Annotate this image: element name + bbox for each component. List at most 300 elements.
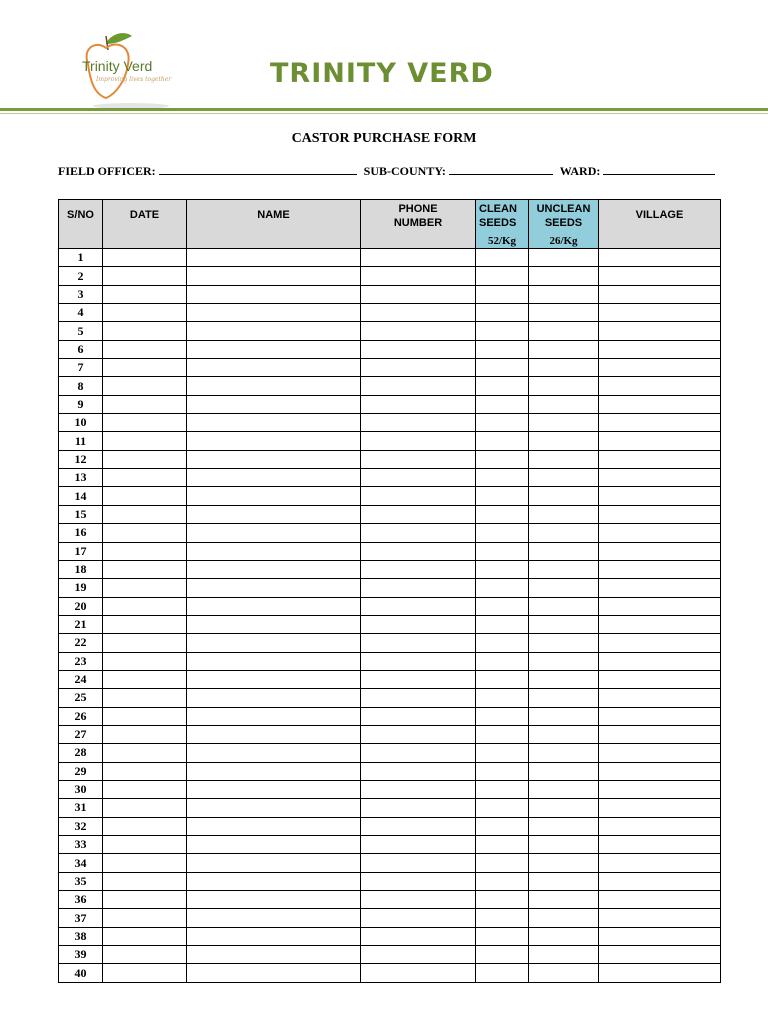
unclean-seeds-cell[interactable] [529, 524, 599, 542]
phone-cell[interactable] [361, 395, 476, 413]
name-cell[interactable] [187, 634, 361, 652]
village-cell[interactable] [599, 505, 721, 523]
clean-seeds-cell[interactable] [476, 560, 529, 578]
phone-cell[interactable] [361, 872, 476, 890]
table-row [59, 579, 721, 597]
table-row [59, 524, 721, 542]
table-row [59, 469, 721, 487]
clean-seeds-cell[interactable] [476, 946, 529, 964]
col-clean-price: 52/Kg [487, 235, 517, 247]
date-cell[interactable] [103, 634, 187, 652]
unclean-seeds-cell[interactable] [529, 872, 599, 890]
village-cell[interactable] [599, 744, 721, 762]
name-cell[interactable] [187, 964, 361, 982]
field-officer-blank[interactable] [159, 164, 357, 175]
col-unclean-seeds [529, 200, 599, 249]
village-cell[interactable] [599, 359, 721, 377]
phone-cell[interactable] [361, 707, 476, 725]
clean-seeds-cell[interactable] [476, 909, 529, 927]
date-cell[interactable] [103, 432, 187, 450]
clean-seeds-cell[interactable] [476, 304, 529, 322]
phone-cell[interactable] [361, 487, 476, 505]
row-number: 40 [59, 964, 103, 982]
clean-seeds-cell[interactable] [476, 799, 529, 817]
phone-cell[interactable] [361, 946, 476, 964]
table-row [59, 377, 721, 395]
village-cell[interactable] [599, 872, 721, 890]
phone-cell[interactable] [361, 689, 476, 707]
logo-text: Trinity Verd [82, 58, 153, 74]
phone-cell[interactable] [361, 652, 476, 670]
phone-cell[interactable] [361, 725, 476, 743]
village-cell[interactable] [599, 432, 721, 450]
date-cell[interactable] [103, 707, 187, 725]
date-cell[interactable] [103, 891, 187, 909]
name-cell[interactable] [187, 946, 361, 964]
date-cell[interactable] [103, 505, 187, 523]
phone-cell[interactable] [361, 340, 476, 358]
village-cell[interactable] [599, 579, 721, 597]
village-cell[interactable] [599, 927, 721, 945]
village-cell[interactable] [599, 524, 721, 542]
name-cell[interactable] [187, 891, 361, 909]
row-number: 14 [59, 487, 103, 505]
row-number: 19 [59, 579, 103, 597]
unclean-seeds-cell[interactable] [529, 891, 599, 909]
clean-seeds-cell[interactable] [476, 414, 529, 432]
village-cell[interactable] [599, 725, 721, 743]
name-cell[interactable] [187, 762, 361, 780]
village-cell[interactable] [599, 450, 721, 468]
unclean-seeds-cell[interactable] [529, 450, 599, 468]
clean-seeds-cell[interactable] [476, 634, 529, 652]
date-cell[interactable] [103, 249, 187, 267]
table-row [59, 725, 721, 743]
row-number: 33 [59, 836, 103, 854]
village-cell[interactable] [599, 542, 721, 560]
clean-seeds-cell[interactable] [476, 322, 529, 340]
phone-cell[interactable] [361, 432, 476, 450]
row-number: 28 [59, 744, 103, 762]
name-cell[interactable] [187, 927, 361, 945]
unclean-seeds-cell[interactable] [529, 487, 599, 505]
date-cell[interactable] [103, 285, 187, 303]
row-number: 11 [59, 432, 103, 450]
unclean-seeds-cell[interactable] [529, 670, 599, 688]
unclean-seeds-cell[interactable] [529, 946, 599, 964]
name-cell[interactable] [187, 432, 361, 450]
clean-seeds-cell[interactable] [476, 395, 529, 413]
unclean-seeds-cell[interactable] [529, 579, 599, 597]
row-number: 6 [59, 340, 103, 358]
name-cell[interactable] [187, 487, 361, 505]
date-cell[interactable] [103, 817, 187, 835]
phone-cell[interactable] [361, 469, 476, 487]
phone-cell[interactable] [361, 762, 476, 780]
phone-cell[interactable] [361, 304, 476, 322]
date-cell[interactable] [103, 542, 187, 560]
clean-seeds-cell[interactable] [476, 817, 529, 835]
clean-seeds-cell[interactable] [476, 249, 529, 267]
date-cell[interactable] [103, 579, 187, 597]
name-cell[interactable] [187, 836, 361, 854]
phone-cell[interactable] [361, 836, 476, 854]
date-cell[interactable] [103, 652, 187, 670]
table-row [59, 304, 721, 322]
village-cell[interactable] [599, 780, 721, 798]
village-cell[interactable] [599, 304, 721, 322]
name-cell[interactable] [187, 542, 361, 560]
name-cell[interactable] [187, 707, 361, 725]
clean-seeds-cell[interactable] [476, 744, 529, 762]
table-row [59, 891, 721, 909]
clean-seeds-cell[interactable] [476, 689, 529, 707]
clean-seeds-cell[interactable] [476, 469, 529, 487]
village-cell[interactable] [599, 267, 721, 285]
unclean-seeds-cell[interactable] [529, 505, 599, 523]
name-cell[interactable] [187, 872, 361, 890]
clean-seeds-cell[interactable] [476, 340, 529, 358]
unclean-seeds-cell[interactable] [529, 322, 599, 340]
unclean-seeds-cell[interactable] [529, 689, 599, 707]
date-cell[interactable] [103, 909, 187, 927]
name-cell[interactable] [187, 377, 361, 395]
name-cell[interactable] [187, 780, 361, 798]
unclean-seeds-cell[interactable] [529, 780, 599, 798]
unclean-seeds-cell[interactable] [529, 267, 599, 285]
date-cell[interactable] [103, 450, 187, 468]
phone-cell[interactable] [361, 377, 476, 395]
phone-cell[interactable] [361, 322, 476, 340]
row-number: 18 [59, 560, 103, 578]
date-cell[interactable] [103, 854, 187, 872]
table-row [59, 560, 721, 578]
clean-seeds-cell[interactable] [476, 652, 529, 670]
village-cell[interactable] [599, 285, 721, 303]
unclean-seeds-cell[interactable] [529, 597, 599, 615]
name-cell[interactable] [187, 340, 361, 358]
date-cell[interactable] [103, 946, 187, 964]
name-cell[interactable] [187, 359, 361, 377]
name-cell[interactable] [187, 249, 361, 267]
name-cell[interactable] [187, 689, 361, 707]
table-row [59, 505, 721, 523]
village-cell[interactable] [599, 689, 721, 707]
col-unclean-line2: SEEDS [544, 217, 583, 229]
clean-seeds-cell[interactable] [476, 891, 529, 909]
date-cell[interactable] [103, 322, 187, 340]
phone-cell[interactable] [361, 414, 476, 432]
unclean-seeds-cell[interactable] [529, 634, 599, 652]
unclean-seeds-cell[interactable] [529, 725, 599, 743]
name-cell[interactable] [187, 285, 361, 303]
clean-seeds-cell[interactable] [476, 872, 529, 890]
date-cell[interactable] [103, 304, 187, 322]
clean-seeds-cell[interactable] [476, 487, 529, 505]
date-cell[interactable] [103, 615, 187, 633]
unclean-seeds-cell[interactable] [529, 836, 599, 854]
name-cell[interactable] [187, 652, 361, 670]
name-cell[interactable] [187, 744, 361, 762]
phone-cell[interactable] [361, 891, 476, 909]
table-row [59, 340, 721, 358]
date-cell[interactable] [103, 670, 187, 688]
table-row [59, 597, 721, 615]
date-cell[interactable] [103, 597, 187, 615]
village-cell[interactable] [599, 762, 721, 780]
clean-seeds-cell[interactable] [476, 615, 529, 633]
village-cell[interactable] [599, 615, 721, 633]
company-logo [76, 28, 186, 112]
name-cell[interactable] [187, 817, 361, 835]
unclean-seeds-cell[interactable] [529, 542, 599, 560]
col-name: NAME [187, 200, 361, 249]
clean-seeds-cell[interactable] [476, 432, 529, 450]
date-cell[interactable] [103, 524, 187, 542]
clean-seeds-cell[interactable] [476, 285, 529, 303]
unclean-seeds-cell[interactable] [529, 799, 599, 817]
clean-seeds-cell[interactable] [476, 359, 529, 377]
table-row [59, 267, 721, 285]
unclean-seeds-cell[interactable] [529, 304, 599, 322]
phone-cell[interactable] [361, 854, 476, 872]
table-row [59, 689, 721, 707]
phone-cell[interactable] [361, 579, 476, 597]
col-phone-line1: PHONE [398, 203, 438, 215]
phone-cell[interactable] [361, 780, 476, 798]
clean-seeds-cell[interactable] [476, 762, 529, 780]
date-cell[interactable] [103, 267, 187, 285]
village-cell[interactable] [599, 909, 721, 927]
phone-cell[interactable] [361, 542, 476, 560]
phone-cell[interactable] [361, 267, 476, 285]
table-row [59, 670, 721, 688]
unclean-seeds-cell[interactable] [529, 432, 599, 450]
village-cell[interactable] [599, 817, 721, 835]
table-row [59, 780, 721, 798]
village-cell[interactable] [599, 964, 721, 982]
unclean-seeds-cell[interactable] [529, 560, 599, 578]
name-cell[interactable] [187, 450, 361, 468]
row-number: 16 [59, 524, 103, 542]
row-number: 38 [59, 927, 103, 945]
village-cell[interactable] [599, 634, 721, 652]
date-cell[interactable] [103, 469, 187, 487]
table-row [59, 432, 721, 450]
row-number: 22 [59, 634, 103, 652]
name-cell[interactable] [187, 505, 361, 523]
date-cell[interactable] [103, 487, 187, 505]
phone-cell[interactable] [361, 615, 476, 633]
table-row [59, 927, 721, 945]
name-cell[interactable] [187, 304, 361, 322]
date-cell[interactable] [103, 359, 187, 377]
village-cell[interactable] [599, 414, 721, 432]
row-number: 24 [59, 670, 103, 688]
clean-seeds-cell[interactable] [476, 450, 529, 468]
village-cell[interactable] [599, 799, 721, 817]
unclean-seeds-cell[interactable] [529, 249, 599, 267]
clean-seeds-cell[interactable] [476, 964, 529, 982]
clean-seeds-cell[interactable] [476, 597, 529, 615]
clean-seeds-cell[interactable] [476, 836, 529, 854]
table-row [59, 762, 721, 780]
village-cell[interactable] [599, 469, 721, 487]
phone-cell[interactable] [361, 285, 476, 303]
phone-cell[interactable] [361, 597, 476, 615]
date-cell[interactable] [103, 927, 187, 945]
name-cell[interactable] [187, 725, 361, 743]
clean-seeds-cell[interactable] [476, 267, 529, 285]
date-cell[interactable] [103, 744, 187, 762]
table-row [59, 744, 721, 762]
phone-cell[interactable] [361, 927, 476, 945]
village-cell[interactable] [599, 395, 721, 413]
phone-cell[interactable] [361, 634, 476, 652]
village-cell[interactable] [599, 597, 721, 615]
name-cell[interactable] [187, 469, 361, 487]
date-cell[interactable] [103, 780, 187, 798]
phone-cell[interactable] [361, 799, 476, 817]
village-cell[interactable] [599, 249, 721, 267]
clean-seeds-cell[interactable] [476, 579, 529, 597]
phone-cell[interactable] [361, 909, 476, 927]
phone-cell[interactable] [361, 524, 476, 542]
date-cell[interactable] [103, 395, 187, 413]
phone-cell[interactable] [361, 560, 476, 578]
name-cell[interactable] [187, 854, 361, 872]
date-cell[interactable] [103, 414, 187, 432]
date-cell[interactable] [103, 560, 187, 578]
phone-cell[interactable] [361, 744, 476, 762]
row-number: 3 [59, 285, 103, 303]
name-cell[interactable] [187, 560, 361, 578]
sub-county-blank[interactable] [449, 164, 553, 175]
phone-cell[interactable] [361, 817, 476, 835]
unclean-seeds-cell[interactable] [529, 469, 599, 487]
clean-seeds-cell[interactable] [476, 505, 529, 523]
row-number: 23 [59, 652, 103, 670]
phone-cell[interactable] [361, 359, 476, 377]
unclean-seeds-cell[interactable] [529, 744, 599, 762]
table-row [59, 707, 721, 725]
village-cell[interactable] [599, 707, 721, 725]
unclean-seeds-cell[interactable] [529, 359, 599, 377]
unclean-seeds-cell[interactable] [529, 707, 599, 725]
date-cell[interactable] [103, 799, 187, 817]
unclean-seeds-cell[interactable] [529, 909, 599, 927]
clean-seeds-cell[interactable] [476, 524, 529, 542]
unclean-seeds-cell[interactable] [529, 377, 599, 395]
clean-seeds-cell[interactable] [476, 780, 529, 798]
date-cell[interactable] [103, 340, 187, 358]
clean-seeds-cell[interactable] [476, 927, 529, 945]
row-number: 2 [59, 267, 103, 285]
date-cell[interactable] [103, 836, 187, 854]
name-cell[interactable] [187, 909, 361, 927]
unclean-seeds-cell[interactable] [529, 762, 599, 780]
table-row [59, 817, 721, 835]
name-cell[interactable] [187, 579, 361, 597]
village-cell[interactable] [599, 891, 721, 909]
unclean-seeds-cell[interactable] [529, 340, 599, 358]
unclean-seeds-cell[interactable] [529, 964, 599, 982]
clean-seeds-cell[interactable] [476, 670, 529, 688]
clean-seeds-cell[interactable] [476, 854, 529, 872]
unclean-seeds-cell[interactable] [529, 817, 599, 835]
phone-cell[interactable] [361, 450, 476, 468]
village-cell[interactable] [599, 340, 721, 358]
clean-seeds-cell[interactable] [476, 725, 529, 743]
unclean-seeds-cell[interactable] [529, 285, 599, 303]
village-cell[interactable] [599, 854, 721, 872]
field-officer-label: FIELD OFFICER: [58, 164, 156, 178]
ward-blank[interactable] [603, 164, 715, 175]
unclean-seeds-cell[interactable] [529, 652, 599, 670]
unclean-seeds-cell[interactable] [529, 854, 599, 872]
purchase-table [58, 199, 721, 983]
village-cell[interactable] [599, 670, 721, 688]
row-number: 35 [59, 872, 103, 890]
name-cell[interactable] [187, 267, 361, 285]
date-cell[interactable] [103, 725, 187, 743]
village-cell[interactable] [599, 560, 721, 578]
unclean-seeds-cell[interactable] [529, 927, 599, 945]
row-number: 29 [59, 762, 103, 780]
village-cell[interactable] [599, 377, 721, 395]
village-cell[interactable] [599, 946, 721, 964]
date-cell[interactable] [103, 964, 187, 982]
form-fields [58, 164, 718, 179]
name-cell[interactable] [187, 395, 361, 413]
logo-tagline: Improving lives together [96, 76, 172, 83]
phone-cell[interactable] [361, 249, 476, 267]
col-clean-line1: CLEAN [479, 203, 517, 215]
village-cell[interactable] [599, 836, 721, 854]
phone-cell[interactable] [361, 505, 476, 523]
village-cell[interactable] [599, 487, 721, 505]
village-cell[interactable] [599, 652, 721, 670]
name-cell[interactable] [187, 597, 361, 615]
ward-label: WARD: [559, 164, 601, 178]
name-cell[interactable] [187, 524, 361, 542]
col-clean-seeds [476, 200, 529, 249]
row-number: 15 [59, 505, 103, 523]
date-cell[interactable] [103, 377, 187, 395]
clean-seeds-cell[interactable] [476, 377, 529, 395]
name-cell[interactable] [187, 670, 361, 688]
unclean-seeds-cell[interactable] [529, 615, 599, 633]
village-cell[interactable] [599, 322, 721, 340]
clean-seeds-cell[interactable] [476, 707, 529, 725]
unclean-seeds-cell[interactable] [529, 395, 599, 413]
row-number: 34 [59, 854, 103, 872]
table-row [59, 414, 721, 432]
name-cell[interactable] [187, 414, 361, 432]
phone-cell[interactable] [361, 670, 476, 688]
phone-cell[interactable] [361, 964, 476, 982]
date-cell[interactable] [103, 872, 187, 890]
date-cell[interactable] [103, 762, 187, 780]
table-row [59, 909, 721, 927]
name-cell[interactable] [187, 322, 361, 340]
date-cell[interactable] [103, 689, 187, 707]
name-cell[interactable] [187, 615, 361, 633]
row-number: 27 [59, 725, 103, 743]
name-cell[interactable] [187, 799, 361, 817]
unclean-seeds-cell[interactable] [529, 414, 599, 432]
clean-seeds-cell[interactable] [476, 542, 529, 560]
